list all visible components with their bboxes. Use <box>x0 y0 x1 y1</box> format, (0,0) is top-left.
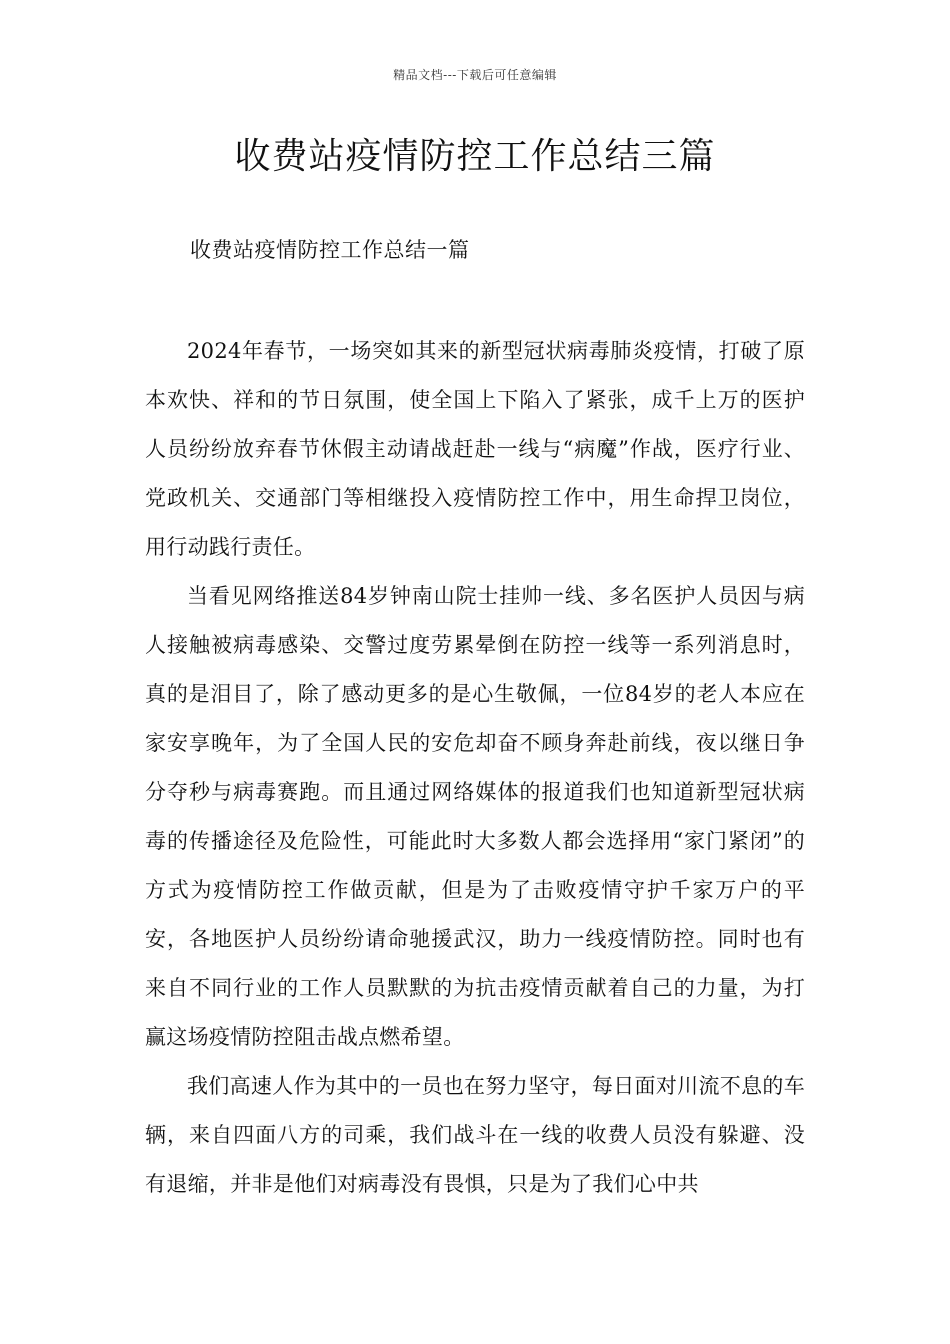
document-body <box>145 327 805 1209</box>
header-note: 精品文档---下载后可任意编辑 <box>393 68 557 82</box>
paragraph-1: 2024年春节，一场突如其来的新型冠状病毒肺炎疫情，打破了原本欢快、祥和的节日氛围，使全国上下陷入了紧张，成千上万的医护人员纷纷放弃春节休假主动请战赶赴一线与“病魔”作战，医疗行业、党政机关、交通部门等相继投入疫情防控工作中，用生命捍卫岗位，用行动践行责任。 <box>145 339 805 559</box>
document-title: 收费站疫情防控工作总结三篇 <box>234 136 716 177</box>
section-subtitle: 收费站疫情防控工作总结一篇 <box>190 238 470 262</box>
paragraph-2: 当看见网络推送84岁钟南山院士挂帅一线、多名医护人员因与病人接触被病毒感染、交警过度劳累晕倒在防控一线等一系列消息时，真的是泪目了，除了感动更多的是心生敬佩，一位84岁的老人本应在家安享晚年，为了全国人民的安危却奋不顾身奔赴前线，夜以继日争分夺秒与病毒赛跑。而且通过网络媒体的报道我们也知道新型冠状病毒的传播途径及危险性，可能此时大多数人都会选择用“家门紧闭”的方式为疫情防控工作做贡献，但是为了击败疫情守护千家万户的平安，各地医护人员纷纷请命驰援武汉，助力一线疫情防控。同时也有来自不同行业的工作人员默默的为抗击疫情贡献着自己的力量，为打赢这场疫情防控阻击战点燃希望。 <box>145 584 805 1049</box>
paragraph-3: 我们高速人作为其中的一员也在努力坚守，每日面对川流不息的车辆，来自四面八方的司乘，我们战斗在一线的收费人员没有躲避、没有退缩，并非是他们对病毒没有畏惧，只是为了我们心中共 <box>145 1074 805 1196</box>
